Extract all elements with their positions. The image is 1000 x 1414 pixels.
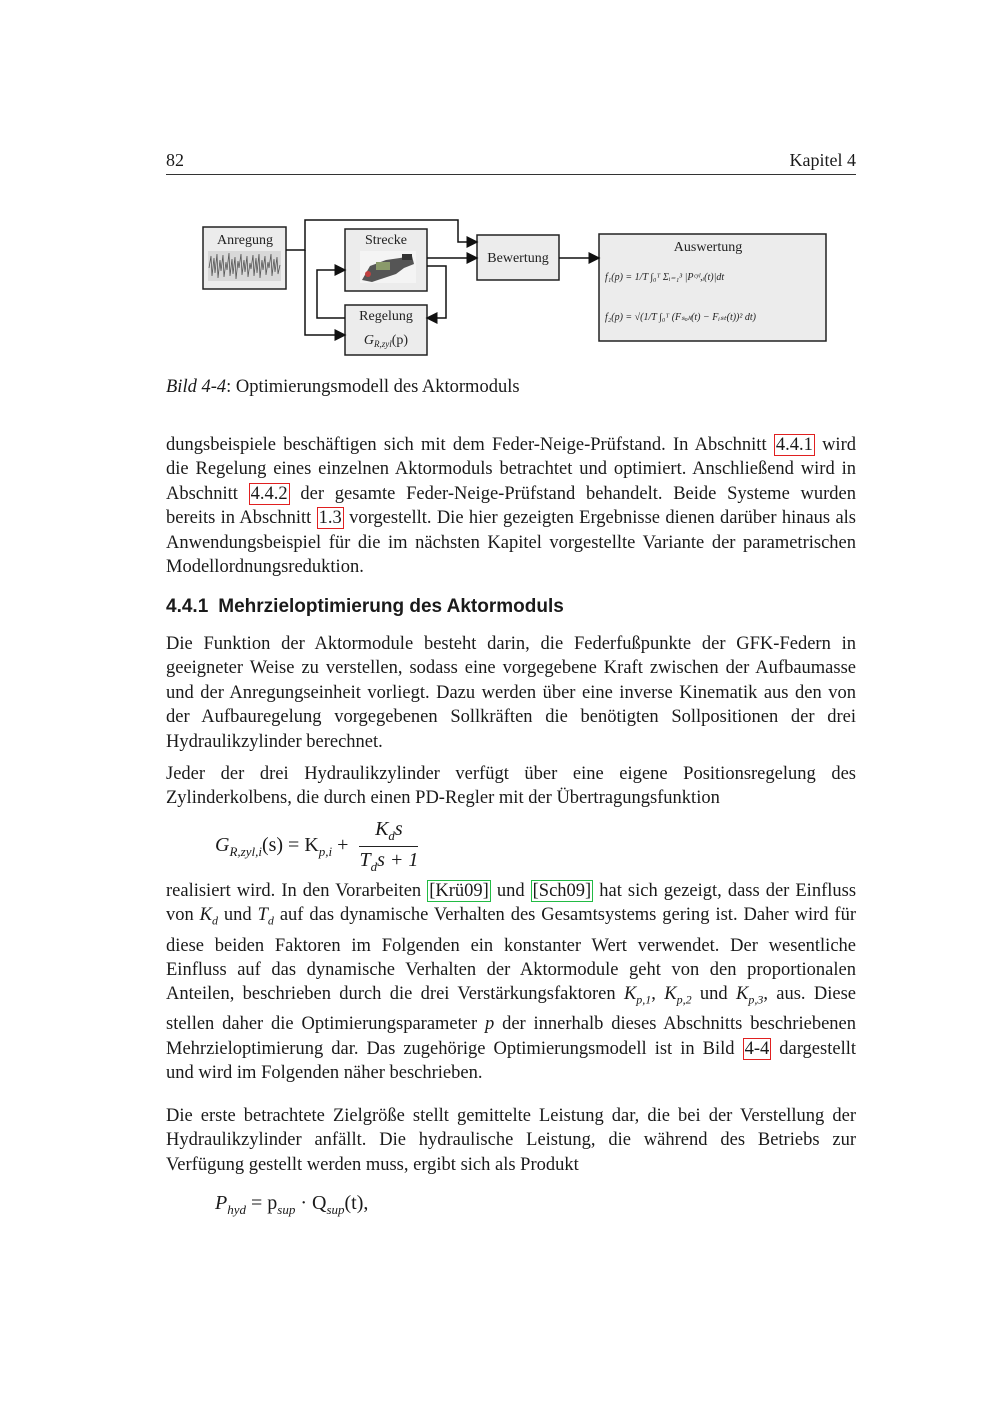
equation-hydraulic-power: $P_{hyd} = p_{sup} \cdot Q_{sup}(t)$, bbox=[215, 1192, 369, 1217]
section-heading: 4.4.1 Mehrzieloptimierung des Aktormoduls bbox=[166, 596, 564, 617]
objective-f1: f₁(p) = 1/T ∫₀ᵀ Σᵢ₌₁³ |Pᶜʸˡ,ᵢ(t)|dt bbox=[605, 272, 725, 283]
anregung-block bbox=[203, 227, 286, 289]
ref-bild-4-4[interactable]: 4-4 bbox=[744, 1038, 770, 1059]
auswertung-block bbox=[599, 234, 826, 341]
paragraph-function: Die Funktion der Aktormodule besteht darin, die Federfußpunkte der GFK-Federn in geeigneter Weise zu verstellen, sodass eine vorgegebene Kraft zwischen der Aufbaumasse und der Anregungseinheit vorliegt. Dazu werden über eine inverse Kinematik aus den von der Aufbauregelung vorgegebenen Sollkräften die benötigten Sollpositionen der drei Hydraulikzylinder berechnet. bbox=[166, 634, 856, 752]
bewertung-block bbox=[477, 235, 559, 280]
objective-f2: f₂(p) = √(1/T ∫₀ᵀ (Fₛₒₗₗ(t) − Fᵢₛₜ(t))² dt) bbox=[605, 312, 756, 323]
equation-transfer-function: $G_{R,zyl,i}(s) = K_{p,i}$ + $\frac{K_ds}{T_ds + 1}$ bbox=[215, 818, 419, 874]
page-number: 82 bbox=[166, 150, 184, 170]
ref-section-4-4-1[interactable]: 4.4.1 bbox=[775, 435, 813, 455]
paragraph-parameters: realisiert wird. In den Vorarbeiten [Krü09] und [Sch09] hat sich gezeigt, dass der Einfluss von $K_d$ und $T_d$ auf das dynamische Verhalten des Gesamtsystems gering ist. Daher wird für diese beiden Faktoren im Folgenden ein konstanter Wert verwendet. Der wesentliche Einfluss auf das dynamische Verhalten der Aktormodule geht von den proportionalen Anteilen, beschrieben durch die drei Verstärkungsfaktoren $K_{p,1}$, $K_{p,2}$ und $K_{p,3}$, aus. Diese stellen daher die Optimierungsparameter p der innerhalb dieses Abschnitts beschriebenen Mehrzieloptimierung dar. Das zugehörige Optimierungsmodell ist in Bild 4-4 dargestellt und wird im Folgenden näher beschrieben. bbox=[166, 881, 857, 1084]
regelung-tf: $G_{R,zyl}(p)$ bbox=[363, 333, 409, 349]
paragraph-intro: dungsbeispiele beschäftigen sich mit dem Feder-Neige-Prüfstand. In Abschnitt 4.4.1 wird die Regelung eines einzelnen Aktormoduls betrachtet und optimiert. Anschließend wird in Abschnitt 4.4.2 der gesamte Feder-Neige-Prüfstand behandelt. Beide Systeme wurden bereits in Abschnitt 1.3 vorgestellt. Die hier gezeigten Ergebnisse dienen darüber hinaus als Anwendungsbeispiel für die im nächsten Kapitel vorgestellte Variante der parametrischen Modellordnungsreduktion. bbox=[166, 435, 857, 578]
bewertung-label: Bewertung bbox=[487, 251, 549, 266]
regelung-block bbox=[345, 305, 427, 355]
ref-section-4-4-2[interactable]: 4.4.2 bbox=[250, 483, 288, 504]
actuator-image-icon bbox=[360, 251, 416, 283]
ref-sch09[interactable]: [Sch09] bbox=[532, 881, 592, 901]
anregung-label: Anregung bbox=[217, 233, 273, 248]
ref-section-1-3[interactable]: 1.3 bbox=[318, 508, 342, 529]
strecke-label: Strecke bbox=[365, 233, 407, 248]
chapter-title: Kapitel 4 bbox=[789, 150, 856, 170]
paragraph-power: Die erste betrachtete Zielgröße stellt gemittelte Leistung dar, die bei der Verstellung der Hydraulikzylinder anfällt. Die hydraulische Leistung, die während des Betriebs zur Verfügung gestellt werden muss, ergibt sich als Produkt bbox=[166, 1106, 856, 1175]
auswertung-label: Auswertung bbox=[673, 240, 743, 255]
strecke-block bbox=[345, 229, 427, 291]
page-header bbox=[166, 148, 856, 175]
regelung-label: Regelung bbox=[359, 309, 413, 324]
ref-kru09[interactable]: [Krü09] bbox=[429, 881, 489, 901]
paragraph-controller: Jeder der drei Hydraulikzylinder verfügt über eine eigene Positionsregelung des Zylinderkolbens, die durch einen PD-Regler mit der Übertragungsfunktion bbox=[166, 764, 856, 809]
block-diagram bbox=[200, 210, 860, 370]
figure-caption: Bild 4-4: Optimierungsmodell des Aktormoduls bbox=[166, 377, 520, 397]
